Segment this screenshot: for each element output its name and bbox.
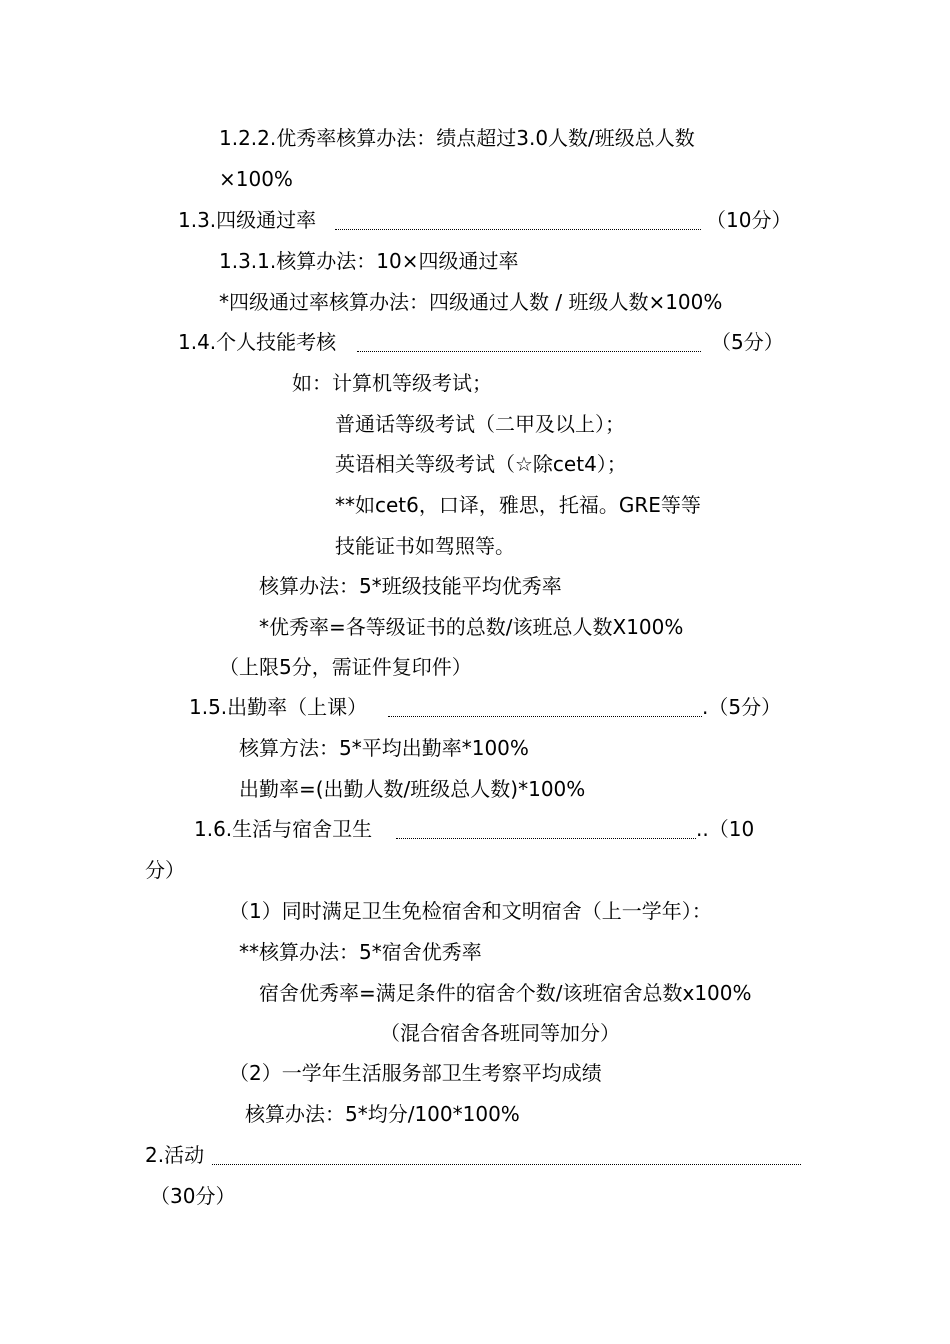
text-line: *四级通过率核算办法：四级通过人数 / 班级人数×100% xyxy=(219,290,723,314)
text-line: 宿舍优秀率=满足条件的宿舍个数/该班宿舍总数x100% xyxy=(259,981,752,1005)
dotted-leader xyxy=(335,229,701,230)
section-heading: 2.活动 xyxy=(145,1143,205,1167)
text-line: ×100% xyxy=(219,167,293,191)
dotted-leader xyxy=(388,716,702,717)
score-label: （5分） xyxy=(711,330,784,354)
text-line: 核算办法：5*均分/100*100% xyxy=(245,1102,520,1126)
text-line: **核算办法：5*宿舍优秀率 xyxy=(239,940,482,964)
section-heading: 1.3.四级通过率 xyxy=(178,208,317,232)
section-heading: 1.4.个人技能考核 xyxy=(178,330,337,354)
score-label: （10分） xyxy=(706,208,792,232)
text-line: 普通话等级考试（二甲及以上）； xyxy=(335,412,625,436)
text-line: （混合宿舍各班同等加分） xyxy=(380,1021,620,1045)
score-label: （30分） xyxy=(150,1184,236,1208)
text-line: （2）一学年生活服务部卫生考察平均成绩 xyxy=(229,1061,602,1085)
score-label: 分） xyxy=(145,858,185,882)
text-line: 如：计算机等级考试； xyxy=(292,371,492,395)
score-label: .（5分） xyxy=(702,695,782,719)
section-heading: 1.6.生活与宿舍卫生 xyxy=(194,817,373,841)
text-line: 核算方法：5*平均出勤率*100% xyxy=(239,736,529,760)
text-line: 技能证书如驾照等。 xyxy=(335,534,515,558)
text-line: **如cet6，口译，雅思，托福。GRE等等 xyxy=(335,493,701,517)
score-label: ..（10 xyxy=(696,817,755,841)
text-line: 英语相关等级考试（☆除cet4）； xyxy=(335,452,627,476)
text-line: 1.2.2.优秀率核算办法：绩点超过3.0人数/班级总人数 xyxy=(219,126,695,150)
dotted-leader xyxy=(357,351,701,352)
text-line: *优秀率=各等级证书的总数/该班总人数X100% xyxy=(259,615,684,639)
text-line: （上限5分，需证件复印件） xyxy=(219,655,472,679)
text-line: 1.3.1.核算办法：10×四级通过率 xyxy=(219,249,519,273)
dotted-leader xyxy=(212,1164,801,1165)
dotted-leader xyxy=(396,838,696,839)
text-line: 核算办法：5*班级技能平均优秀率 xyxy=(259,574,562,598)
text-line: 出勤率=(出勤人数/班级总人数)*100% xyxy=(239,777,586,801)
text-line: （1）同时满足卫生免检宿舍和文明宿舍（上一学年）： xyxy=(229,899,712,923)
section-heading: 1.5.出勤率（上课） xyxy=(189,695,368,719)
